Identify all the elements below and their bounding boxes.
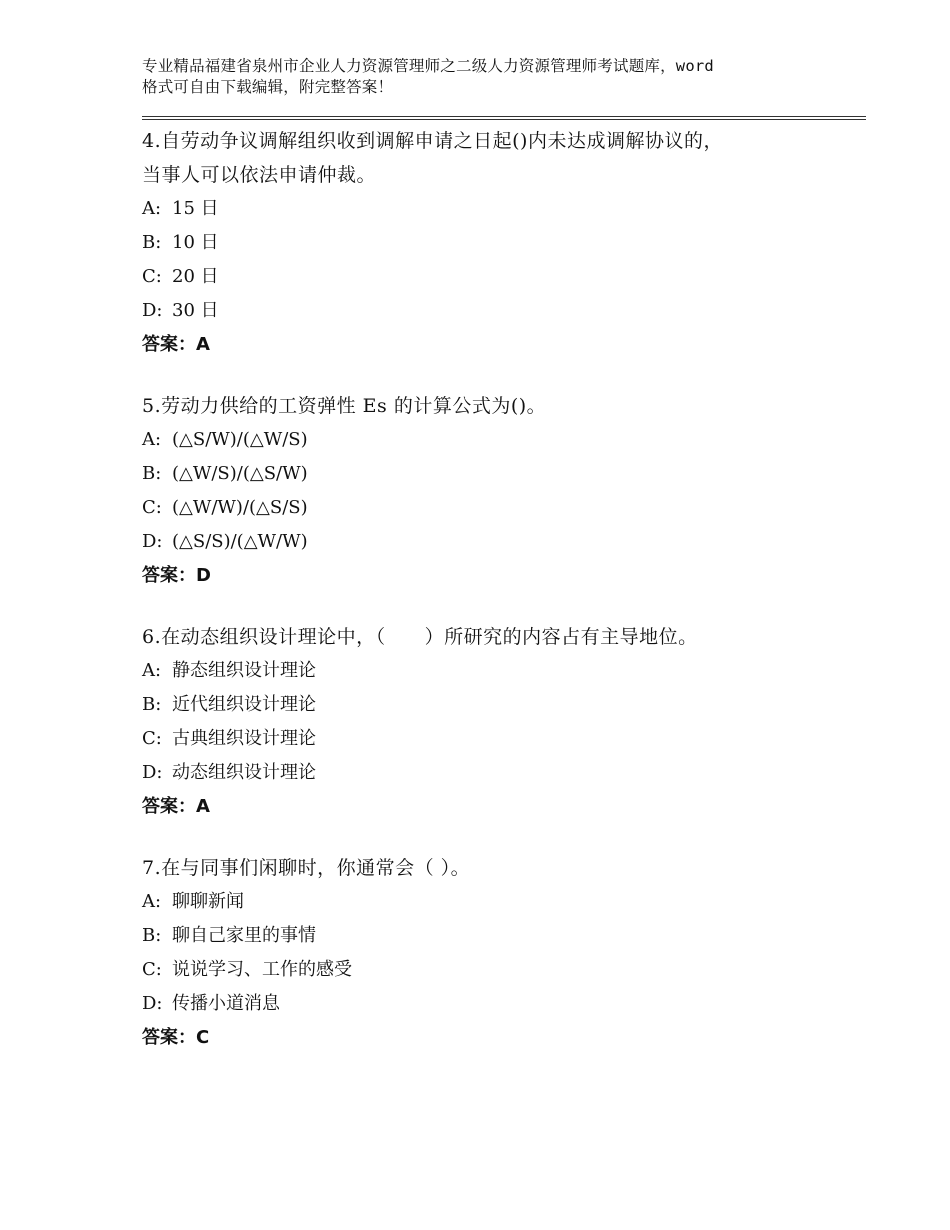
option-c bbox=[142, 491, 866, 525]
question-stem: 6.在动态组织设计理论中，（ ）所研究的内容占有主导地位。 bbox=[142, 626, 698, 648]
option-text: 说说学习、工作的感受 bbox=[172, 959, 352, 980]
option-text: 30 日 bbox=[172, 300, 219, 321]
question-item bbox=[142, 389, 866, 593]
option-letter: B: bbox=[142, 694, 162, 715]
document-page bbox=[142, 56, 866, 1082]
option-d bbox=[142, 525, 866, 559]
option-b bbox=[142, 457, 866, 491]
question-stem: 5.劳动力供给的工资弹性 Es 的计算公式为()。 bbox=[142, 395, 547, 417]
header-line-2: 格式可自由下载编辑，附完整答案！ bbox=[142, 78, 394, 96]
option-text: 聊自己家里的事情 bbox=[172, 925, 316, 946]
header-divider bbox=[142, 116, 866, 120]
option-text: (△W/W)/(△S/S) bbox=[172, 497, 308, 518]
option-letter: C: bbox=[142, 266, 162, 287]
option-text: 静态组织设计理论 bbox=[172, 660, 316, 681]
option-c bbox=[142, 722, 866, 756]
answer-label: 答案：A bbox=[142, 796, 210, 817]
option-letter: D: bbox=[142, 531, 163, 552]
option-a bbox=[142, 423, 866, 457]
option-a bbox=[142, 192, 866, 226]
question-item bbox=[142, 124, 866, 362]
option-letter: B: bbox=[142, 463, 162, 484]
option-text: 动态组织设计理论 bbox=[172, 762, 316, 783]
option-a bbox=[142, 654, 866, 688]
option-letter: C: bbox=[142, 497, 162, 518]
option-b bbox=[142, 688, 866, 722]
option-c bbox=[142, 260, 866, 294]
answer-label: 答案：D bbox=[142, 565, 211, 586]
option-b bbox=[142, 226, 866, 260]
document-header bbox=[142, 56, 866, 98]
option-letter: A: bbox=[142, 429, 162, 450]
option-letter: D: bbox=[142, 993, 163, 1014]
question-stem: 4.自劳动争议调解组织收到调解申请之日起()内未达成调解协议的， bbox=[142, 130, 723, 152]
option-text: 15 日 bbox=[172, 198, 219, 219]
option-text: 古典组织设计理论 bbox=[172, 728, 316, 749]
option-letter: A: bbox=[142, 660, 162, 681]
option-letter: D: bbox=[142, 300, 163, 321]
option-text: (△S/W)/(△W/S) bbox=[172, 429, 308, 450]
option-c bbox=[142, 953, 866, 987]
header-line-1: 专业精品福建省泉州市企业人力资源管理师之二级人力资源管理师考试题库，word bbox=[142, 57, 714, 75]
option-d bbox=[142, 756, 866, 790]
option-text: 传播小道消息 bbox=[172, 993, 280, 1014]
option-a bbox=[142, 885, 866, 919]
question-item bbox=[142, 851, 866, 1055]
question-stem-continued: 当事人可以依法申请仲裁。 bbox=[142, 164, 377, 186]
option-letter: A: bbox=[142, 198, 162, 219]
option-letter: B: bbox=[142, 925, 162, 946]
option-text: (△S/S)/(△W/W) bbox=[172, 531, 308, 552]
option-letter: C: bbox=[142, 728, 162, 749]
question-item bbox=[142, 620, 866, 824]
option-letter: C: bbox=[142, 959, 162, 980]
option-d bbox=[142, 987, 866, 1021]
option-text: 20 日 bbox=[172, 266, 219, 287]
question-stem: 7.在与同事们闲聊时，你通常会（ ）。 bbox=[142, 857, 471, 879]
option-d bbox=[142, 294, 866, 328]
option-letter: A: bbox=[142, 891, 162, 912]
option-b bbox=[142, 919, 866, 953]
option-text: 10 日 bbox=[172, 232, 219, 253]
option-text: (△W/S)/(△S/W) bbox=[172, 463, 308, 484]
option-letter: D: bbox=[142, 762, 163, 783]
option-letter: B: bbox=[142, 232, 162, 253]
answer-label: 答案：C bbox=[142, 1027, 210, 1048]
question-list bbox=[142, 124, 866, 1055]
option-text: 聊聊新闻 bbox=[172, 891, 244, 912]
option-text: 近代组织设计理论 bbox=[172, 694, 316, 715]
answer-label: 答案：A bbox=[142, 334, 210, 355]
